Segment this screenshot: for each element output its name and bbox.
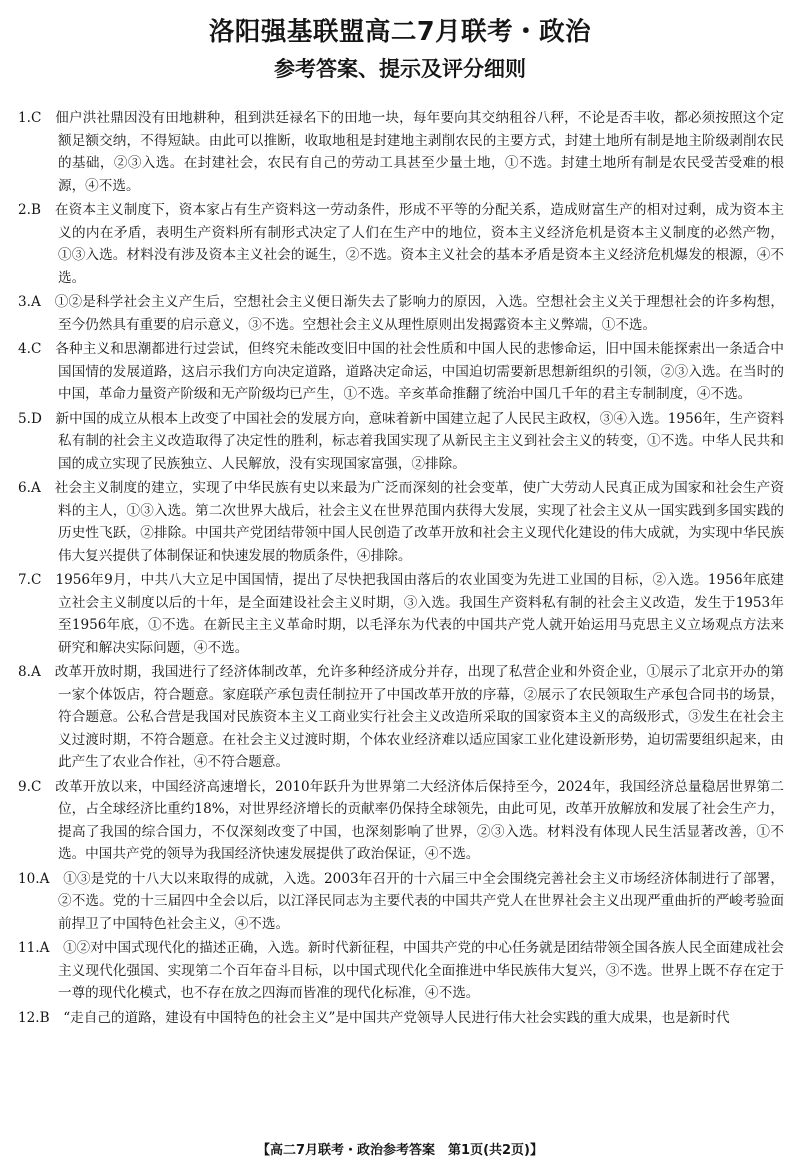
answer-item-2 [18, 199, 784, 289]
answer-explanation: ①②是科学社会主义产生后，空想社会主义便日渐失去了影响力的原因，入选。空想社会主义关于理想社会的许多构想，至今仍然具有重要的启示意义，③不选。空想社会主义从理性原则出发揭露资本主义弊端，①不选。 [54, 294, 785, 333]
answer-item-11 [18, 937, 784, 1005]
answer-explanation: 1956年9月，中共八大立足中国国情，提出了尽快把我国由落后的农业国变为先进工业国的目标，②入选。1956年底建立社会主义制度以后的十年，是全面建设社会主义时期，③入选。我国生产资料私有制的社会主义改造，发生于1953年至1956年底，①不选。在新民主主义革命时期，以毛泽东为代表的中国共产党人就开始运用马克思主义立场观点方法来研究和解决实际问题，④不选。 [55, 572, 784, 656]
answer-explanation: 社会主义制度的建立，实现了中华民族有史以来最为广泛而深刻的社会变革，使广大劳动人民真正成为国家和社会生产资料的主人，①③入选。第二次世界大战后，社会主义在世界范围内获得大发展，实现了社会主义从一国实践到多国实践的历史性飞跃，②排除。中国共产党团结带领中国人民创造了改革开放和社会主义现代化建设的伟大成就，为实现中华民族伟大复兴提供了体制保证和快速发展的物质条件，④排除。 [54, 480, 785, 564]
page-footer: 【高二7月联考・政治参考答案 第1页(共2页)】 [256, 1143, 544, 1158]
answer-number: 9.C [18, 778, 42, 795]
answer-number: 11.A [18, 940, 50, 956]
answer-explanation: “走自己的道路，建设有中国特色的社会主义”是中国共产党领导人民进行伟大社会实践的重大成果，也是新时代 [63, 1009, 730, 1026]
document-subtitle: 参考答案、提示及评分细则 [274, 57, 526, 81]
answer-item-4 [18, 338, 784, 406]
answer-number: 5.D [18, 410, 42, 427]
answer-number: 8.A [18, 664, 41, 680]
answer-explanation: 佃户洪社鼎因没有田地耕种，租到洪廷禄名下的田地一块，每年要向其交纳租谷八秤，不论是否丰收，都必须按照这个定额足额交纳，不得短缺。由此可以推断，收取地租是封建地主剥削农民的主要方式，封建土地所有制是地主阶级剥削农民的基础，②③入选。在封建社会，农民有自己的劳动工具甚至少量土地，①不选。封建土地所有制是农民受苦受难的根源，④不选。 [55, 110, 785, 194]
answer-number: 7.C [18, 572, 42, 588]
answer-item-5 [18, 408, 784, 476]
answer-number: 12.B [18, 1009, 50, 1026]
answer-number: 6.A [18, 480, 41, 496]
answer-number: 3.A [18, 294, 41, 310]
document-title: 洛阳强基联盟高二7月联考・政治 [208, 17, 592, 47]
answer-explanation: 新中国的成立从根本上改变了中国社会的发展方向，意味着新中国建立起了人民民主政权，③④入选。1956年，生产资料私有制的社会主义改造取得了决定性的胜利，标志着我国实现了从新民主主义到社会主义的转变，①不选。中华人民共和国的成立实现了民族独立、人民解放，没有实现国家富强，②排除。 [55, 410, 785, 472]
answer-explanation: 改革开放时期，我国进行了经济体制改革，允许多种经济成分并存，出现了私营企业和外资企业，①展示了北京开办的第一家个体饭店，符合题意。家庭联产承包责任制拉开了中国改革开放的序幕，②展示了农民领取生产承包合同书的场景，符合题意。公私合营是我国对民族资本主义工商业实行社会主义改造所采取的国家资本主义的高级形式，③发生在社会主义过渡时期，不符合题意。在社会主义过渡时期，个体农业经济难以适应国家工业化建设新形势，迫切需要组织起来，由此产生了农业合作社，④不符合题意。 [54, 664, 785, 770]
answer-item-9 [18, 776, 784, 866]
answer-explanation: 在资本主义制度下，资本家占有生产资料这一劳动条件，形成不平等的分配关系，造成财富生产的相对过剩，成为资本主义的内在矛盾，表明生产资料所有制形式决定了人们在生产中的地位，资本主义经济危机是资本主义制度的必然产物，①③入选。材料没有涉及资本主义社会的诞生，②不选。资本主义社会的基本矛盾是资本主义经济危机爆发的根源，④不选。 [54, 202, 785, 286]
answer-number: 4.C [18, 341, 42, 357]
answer-item-3 [18, 291, 784, 336]
answer-explanation: 各种主义和思潮都进行过尝试，但终究未能改变旧中国的社会性质和中国人民的悲惨命运，旧中国未能探索出一条适合中国国情的发展道路，这启示我们方向决定道路，道路决定命运，中国迫切需要新思想新组织的引领，②③入选。在当时的中国，革命力量资产阶级和无产阶级均已产生，①不选。辛亥革命推翻了统治中国几千年的君主专制制度，④不选。 [55, 341, 785, 402]
answer-number: 1.C [18, 110, 42, 126]
answer-explanation: ①②对中国式现代化的描述正确，入选。新时代新征程，中国共产党的中心任务就是团结带领全国各族人民全面建成社会主义现代化强国、实现第二个百年奋斗目标，以中国式现代化全面推进中华民族伟大复兴，③不选。世界上既不存在定于一尊的现代化模式，也不存在放之四海而皆准的现代化标准，④不选。 [58, 940, 785, 1001]
answer-explanation: ①③是党的十八大以来取得的成就，入选。2003年召开的十六届三中全会围绕完善社会主义市场经济体制进行了部署，②不选。党的十三届四中全会以后，以江泽民同志为主要代表的中国共产党人在世界社会主义出现严重曲折的严峻考验面前捍卫了中国特色社会主义，④不选。 [58, 870, 785, 932]
answer-item-10 [18, 868, 784, 936]
answer-list [18, 107, 784, 1031]
answer-item-8 [18, 661, 784, 774]
answer-item-12 [18, 1007, 784, 1030]
answer-item-6 [18, 477, 784, 567]
answer-number: 10.A [18, 870, 50, 887]
answer-explanation: 改革开放以来，中国经济高速增长，2010年跃升为世界第二大经济体后保持至今，2024年，我国经济总量稳居世界第二位，占全球经济比重约18%，对世界经济增长的贡献率仍保持全球领先，由此可见，改革开放解放和发展了社会生产力，提高了我国的综合国力，不仅深刻改变了中国，也深刻影响了世界，②③入选。材料没有体现人民生活显著改善，①不选。中国共产党的领导为我国经济快速发展提供了政治保证，④不选。 [55, 778, 785, 862]
answer-item-7 [18, 569, 784, 659]
answer-number: 2.B [18, 202, 41, 218]
answer-item-1 [18, 107, 784, 197]
